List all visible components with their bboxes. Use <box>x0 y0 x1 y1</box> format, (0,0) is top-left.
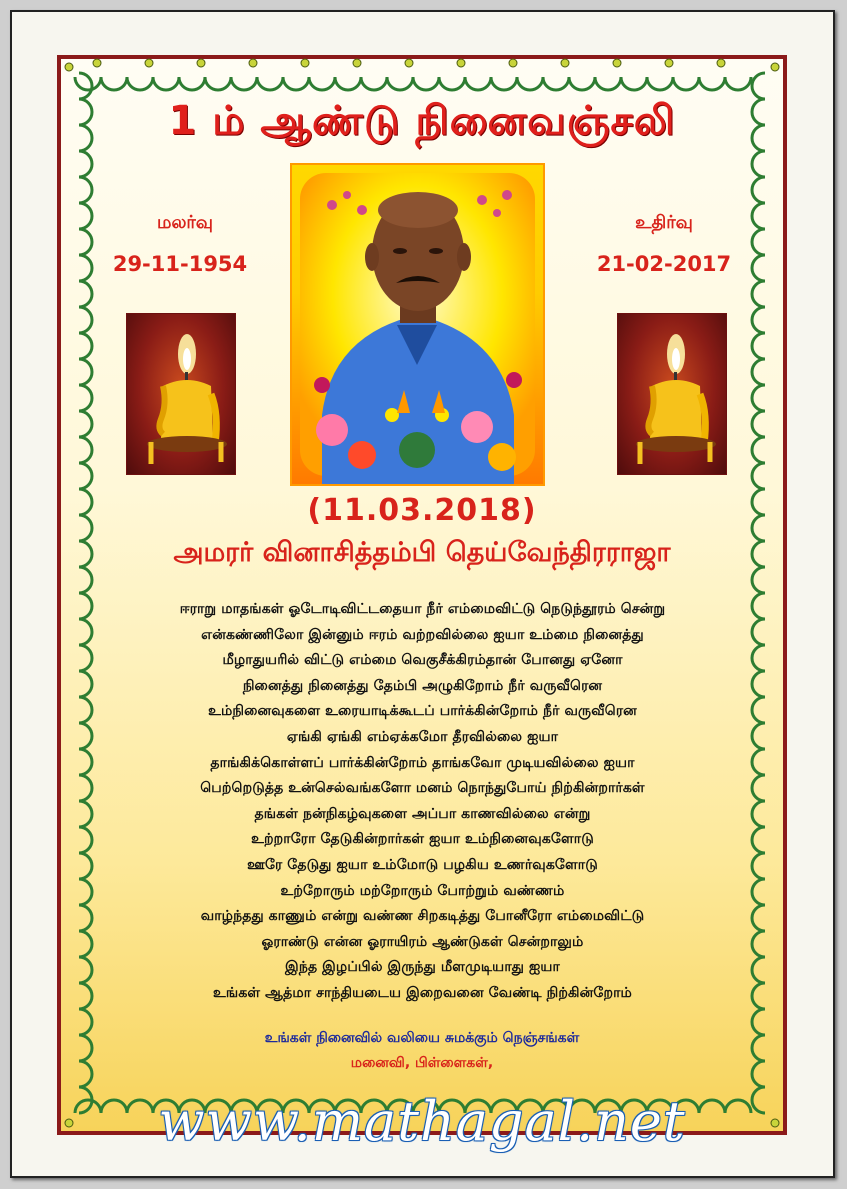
signature-line-1: உங்கள் நினைவில் வலியை சுமக்கும் நெஞ்சங்கள் <box>264 1030 580 1046</box>
poem-line: ஏங்கி ஏங்கி எம்ஏக்கமோ தீரவில்லை ஐயா <box>286 728 559 745</box>
poem-line: இந்த இழப்பில் இருந்து மீளமுடியாது ஐயா <box>285 959 560 976</box>
poem-line: தங்கள் நன்நிகழ்வுகளை அப்பா காணவில்லை என்று <box>254 805 591 822</box>
anniversary-date: (11.03.2018) <box>307 493 537 528</box>
poem-line: என்கண்ணிலோ இன்னும் ஈரம் வற்றவில்லை ஐயா உம்மை நினைத்து <box>201 626 644 643</box>
poem-line: வாழ்ந்தது காணும் என்று வண்ண சிறகடித்து போனீரோ எம்மைவிட்டு <box>200 908 645 925</box>
poem-line: உங்கள் ஆத்மா சாந்தியடைய இறைவனை வேண்டி நிற்கின்றோம் <box>213 984 632 1001</box>
deceased-name: அமரர் வினாசித்தம்பி தெய்வேந்திரராஜா <box>173 537 671 568</box>
poem-line: ஊரே தேடுது ஐயா உம்மோடு பழகிய உணர்வுகளோடு <box>247 856 598 873</box>
signature-line-2: மனைவி, பிள்ளைகள், <box>350 1055 494 1071</box>
death-label: உதிர்வு <box>635 212 693 233</box>
death-date: 21-02-2017 <box>596 252 732 276</box>
birth-label: மலர்வு <box>156 212 214 233</box>
tribute-poem <box>80 597 765 1007</box>
poem-line: உம்நினைவுகளை உரையாடிக்கூடப் பார்க்கின்றோம் நீர் வருவீரென <box>208 703 637 720</box>
candle-image-right <box>617 313 727 475</box>
portrait-photo <box>290 163 545 486</box>
poem-line: தாங்கிக்கொள்ளப் பார்க்கின்றோம் தாங்கவோ முடியவில்லை ஐயா <box>210 754 635 771</box>
poem-line: நினைத்து நினைத்து தேம்பி அழுகிறோம் நீர் வருவீரென <box>242 677 603 694</box>
candle-image-left <box>126 313 236 475</box>
poem-line: பெற்றெடுத்த உன்செல்வங்களோ மனம் நொந்துபோய் நிற்கின்றார்கள் <box>200 780 645 797</box>
poem-line: ஈராறு மாதங்கள் ஓடோடிவிட்டதையா நீர் எம்மைவிட்டு நெடுந்தூரம் சென்று <box>179 601 666 617</box>
poem-line: ஓராண்டு என்ன ஓராயிரம் ஆண்டுகள் சென்றாலும் <box>261 933 584 950</box>
website-watermark: www.mathagal.net <box>158 1090 686 1153</box>
birth-date: 29-11-1954 <box>112 252 248 276</box>
portrait-illustration <box>292 165 543 484</box>
poem-line: மீழாதுயரில் விட்டு எம்மை வெகுசீக்கிரம்தான் போனது ஏனோ <box>222 652 623 669</box>
poem-line: உற்றாரோ தேடுகின்றார்கள் ஐயா உம்நினைவுகளோடு <box>251 831 594 848</box>
candle-icon <box>618 314 726 474</box>
candle-icon <box>127 314 235 474</box>
page-title: 1 ம் ஆண்டு நினைவஞ்சலி <box>168 98 676 144</box>
poem-line: உற்றோரும் மற்றோரும் போற்றும் வண்ணம் <box>280 882 565 899</box>
